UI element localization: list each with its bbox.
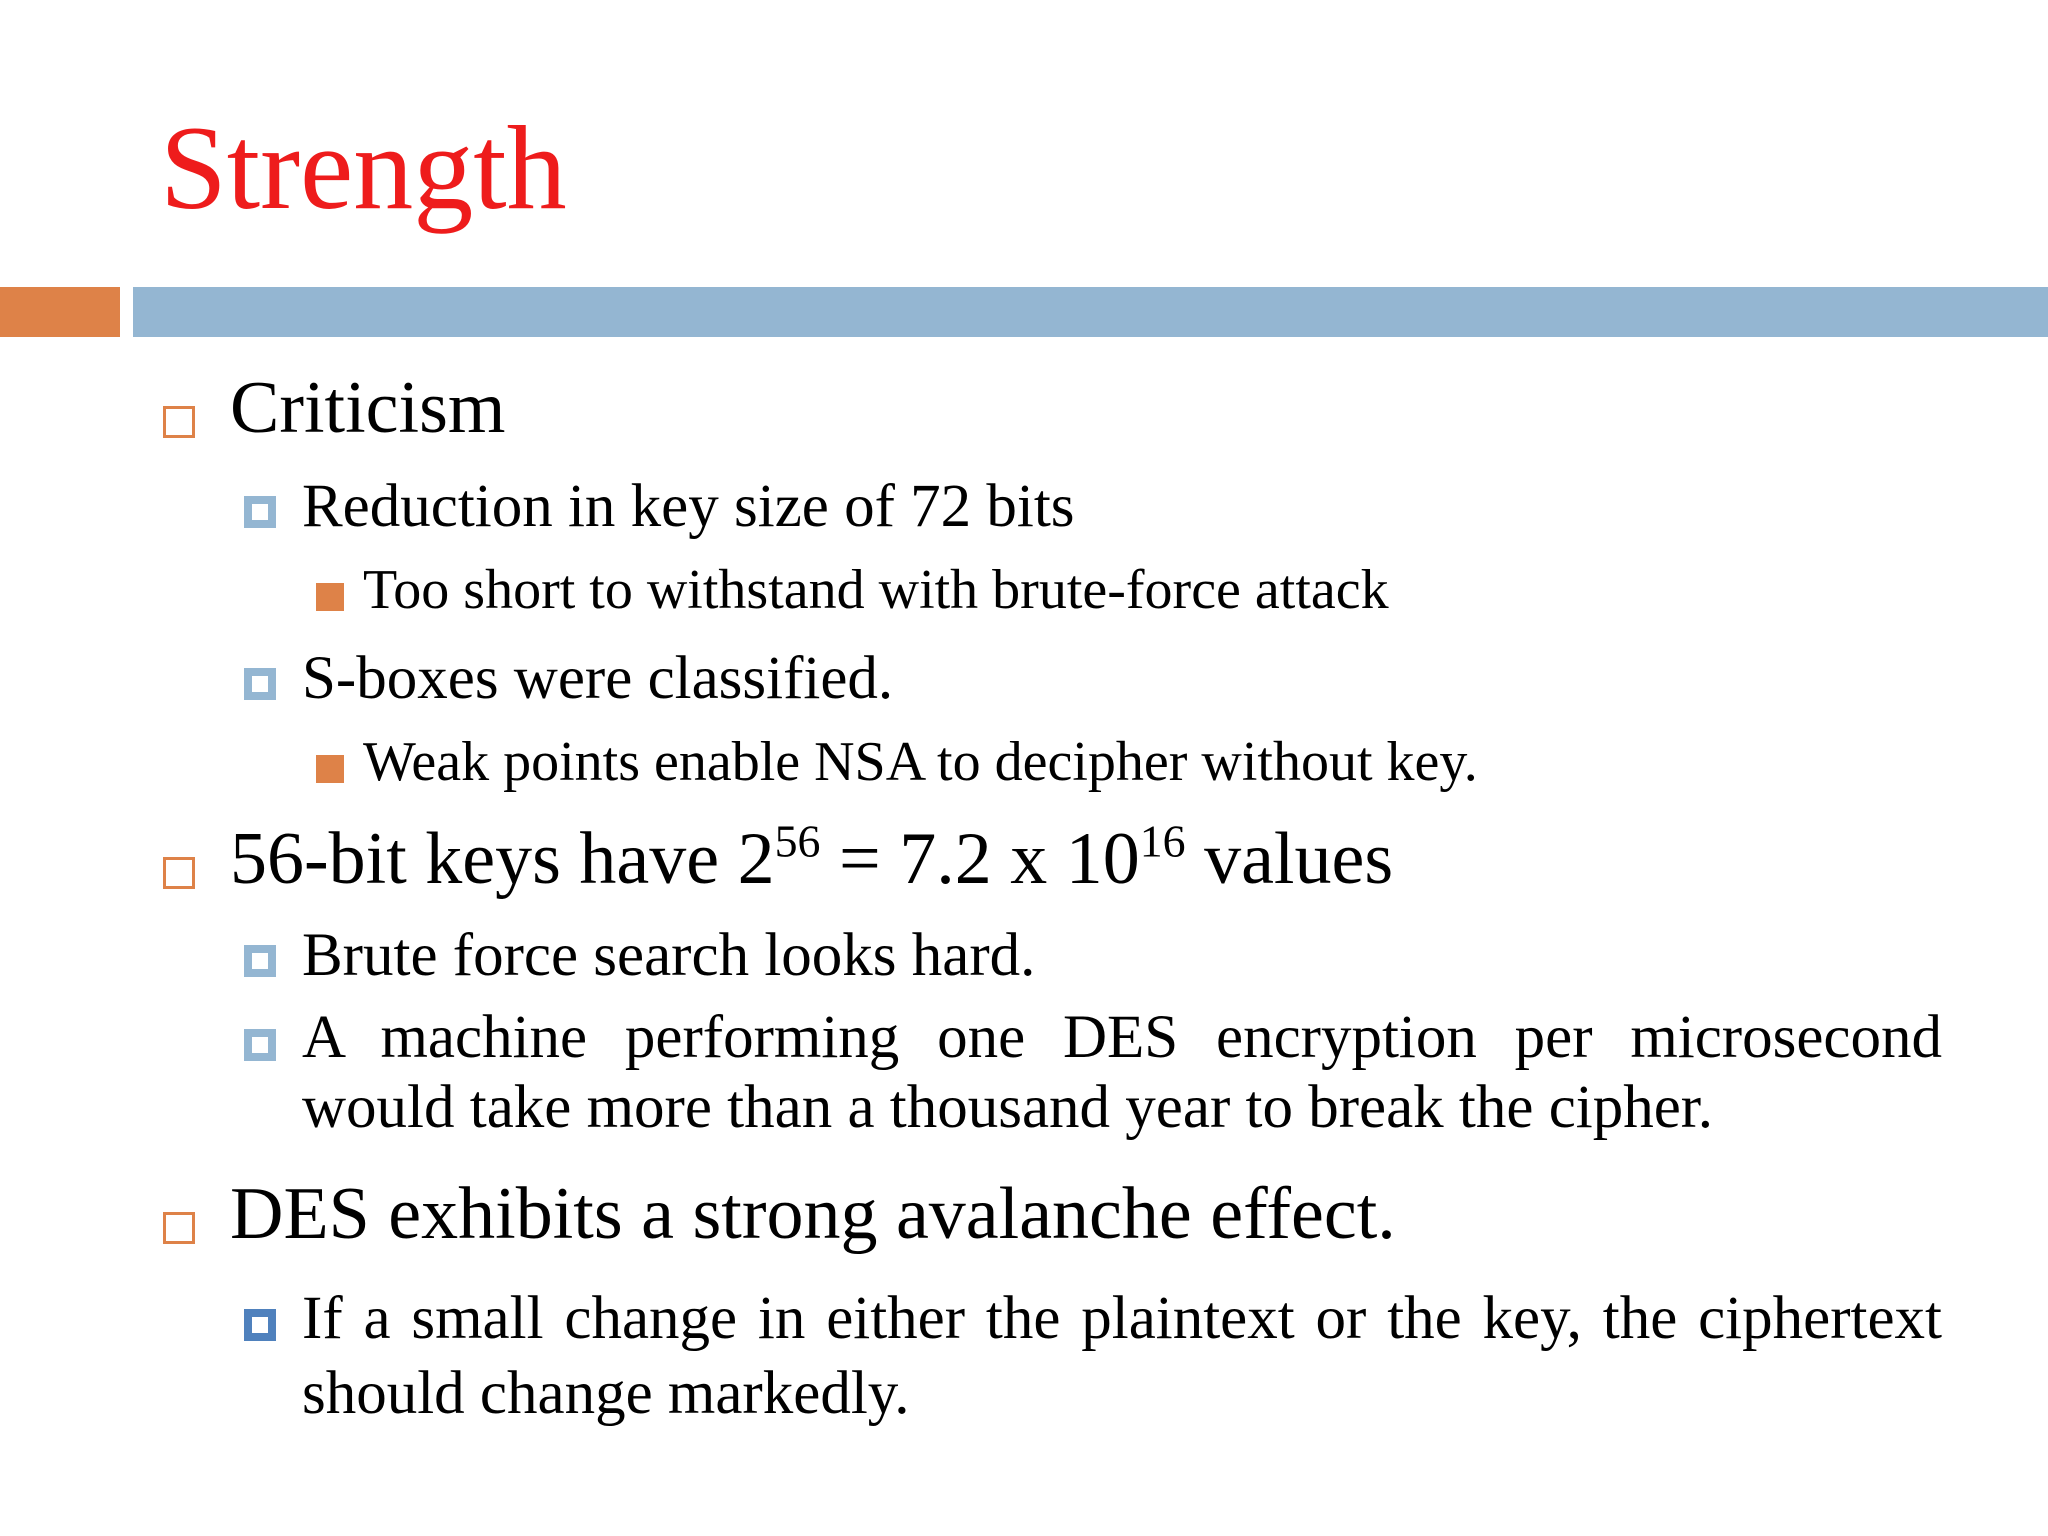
hollow-square-bullet-icon bbox=[163, 406, 195, 438]
filled-square-bullet-icon bbox=[316, 755, 344, 783]
framed-square-bullet-icon bbox=[244, 496, 276, 528]
bullet-brute-force-text: Brute force search looks hard. bbox=[302, 922, 1036, 989]
bullet-keyspace bbox=[230, 815, 1393, 904]
bullet-machine bbox=[302, 1003, 1942, 1143]
bullet-too-short-text: Too short to withstand with brute-force attack bbox=[363, 559, 1389, 621]
bullet-sboxes-text: S-boxes were classified. bbox=[302, 645, 894, 712]
keyspace-exponent-1: 56 bbox=[774, 815, 821, 867]
bullet-key-reduction bbox=[302, 470, 1075, 543]
keyspace-exponent-2: 16 bbox=[1139, 815, 1186, 867]
bullet-criticism bbox=[230, 364, 505, 453]
keyspace-middle: = 7.2 x 10 bbox=[820, 818, 1140, 900]
hollow-square-bullet-icon bbox=[163, 857, 195, 889]
bullet-key-reduction-text: Reduction in key size of 72 bits bbox=[302, 473, 1075, 540]
keyspace-prefix: 56-bit keys have 2 bbox=[230, 818, 775, 900]
bullet-weak-points-text: Weak points enable NSA to decipher without key. bbox=[363, 731, 1478, 793]
bullet-machine-text: A machine performing one DES encryption per microsecond would take more than a thousand year to break the cipher. bbox=[302, 1004, 1942, 1142]
bullet-avalanche-text: DES exhibits a strong avalanche effect. bbox=[230, 1173, 1396, 1255]
bullet-avalanche bbox=[230, 1170, 1396, 1259]
accent-bar-blue bbox=[133, 287, 2048, 337]
bullet-sboxes bbox=[302, 642, 893, 715]
bullet-weak-points bbox=[363, 729, 1478, 796]
bullet-small-change bbox=[302, 1281, 1942, 1431]
bullet-small-change-text: If a small change in either the plaintext or the key, the ciphertext should change markedly. bbox=[302, 1285, 1942, 1428]
filled-square-bullet-icon bbox=[316, 583, 344, 611]
framed-square-bullet-icon bbox=[244, 668, 276, 700]
accent-bar-orange bbox=[0, 287, 120, 337]
framed-square-bullet-icon bbox=[244, 1029, 276, 1061]
keyspace-suffix: values bbox=[1185, 818, 1394, 900]
slide-title: Strength bbox=[160, 101, 567, 234]
bullet-criticism-text: Criticism bbox=[230, 367, 506, 449]
bullet-brute-force bbox=[302, 919, 1035, 992]
framed-square-bullet-icon bbox=[244, 1309, 276, 1341]
bullet-too-short bbox=[363, 557, 1389, 624]
framed-square-bullet-icon bbox=[244, 945, 276, 977]
hollow-square-bullet-icon bbox=[163, 1212, 195, 1244]
